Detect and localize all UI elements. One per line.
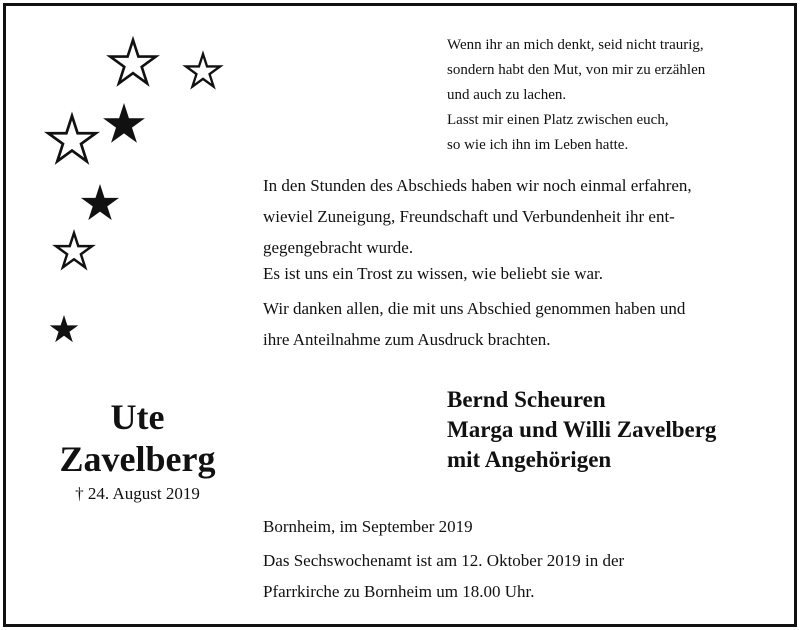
thanks-paragraph-3 — [263, 293, 685, 355]
outline-star-icon — [48, 116, 96, 161]
text-line: Wir danken allen, die mit uns Abschied genommen haben und — [263, 299, 686, 318]
filled-star-icon — [50, 315, 79, 342]
poem-line: sondern habt den Mut, von mir zu erzählen — [447, 62, 706, 78]
death-date: † 24. August 2019 — [75, 484, 200, 503]
outline-star-icon — [110, 40, 156, 83]
poem-line: so wie ich ihn im Leben hatte. — [447, 137, 629, 153]
signer-line: Marga und Willi Zavelberg — [447, 417, 717, 442]
signer-line: mit Angehörigen — [447, 447, 612, 472]
filled-star-icon — [81, 184, 119, 220]
poem-line: Wenn ihr an mich denkt, seid nicht traurig, — [447, 37, 704, 53]
poem-line: Lasst mir einen Platz zwischen euch, — [447, 112, 669, 128]
poem-line: und auch zu lachen. — [447, 87, 567, 103]
text-line: Pfarrkirche zu Bornheim um 18.00 Uhr. — [263, 582, 535, 601]
poem — [447, 33, 705, 158]
stars-decoration — [0, 0, 260, 380]
text-line: Bornheim, im September 2019 — [263, 517, 473, 536]
filled-star-icon — [103, 103, 145, 143]
signers — [447, 385, 716, 475]
place-date — [263, 511, 473, 542]
text-line: ihre Anteilnahme zum Ausdruck brachten. — [263, 330, 551, 349]
thanks-paragraph-1 — [263, 170, 692, 263]
deceased-last-name: Zavelberg — [59, 439, 216, 479]
text-line: gegengebracht wurde. — [263, 238, 414, 257]
thanks-paragraph-2 — [263, 258, 603, 289]
deceased-first-name: Ute — [110, 397, 165, 437]
text-line: In den Stunden des Abschieds haben wir noch einmal erfahren, — [263, 176, 692, 195]
text-line: wieviel Zuneigung, Freundschaft und Verbundenheit ihr ent- — [263, 207, 675, 226]
text-line: Es ist uns ein Trost zu wissen, wie beliebt sie war. — [263, 264, 603, 283]
outline-star-icon — [186, 54, 220, 87]
text-line: Das Sechswochenamt ist am 12. Oktober 2019 in der — [263, 551, 625, 570]
signer-line: Bernd Scheuren — [447, 387, 606, 412]
outline-star-icon — [56, 233, 92, 267]
mass-notice — [263, 545, 624, 607]
